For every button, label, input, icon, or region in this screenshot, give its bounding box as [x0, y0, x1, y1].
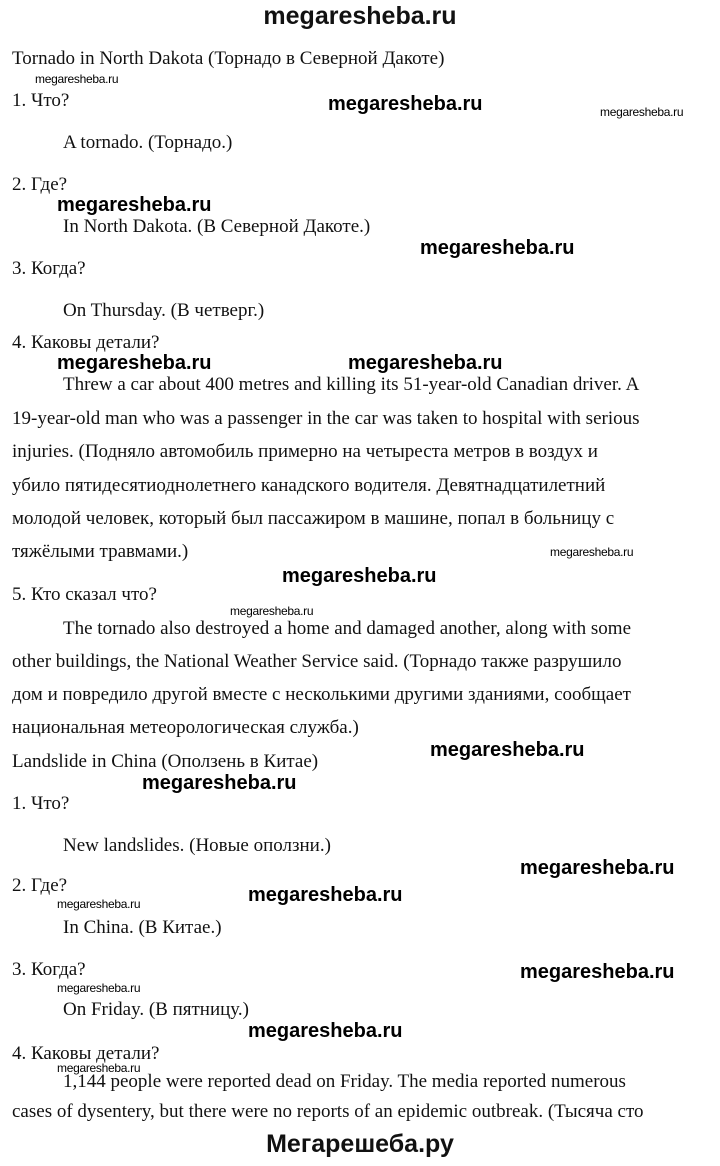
question: 1. Что? [12, 90, 70, 111]
watermark: megaresheba.ru [57, 1061, 141, 1075]
watermark: megaresheba.ru [420, 237, 575, 259]
watermark: megaresheba.ru [57, 981, 141, 995]
paragraph-line: молодой человек, который был пассажиром в машине, попал в больницу с [12, 508, 615, 529]
paragraph-line: 1,144 people were reported dead on Friday. The media reported numerous [63, 1071, 626, 1092]
paragraph-line: тяжёлыми травмами.) [12, 541, 189, 562]
section-title: Landslide in China (Оползень в Китае) [12, 751, 319, 772]
answer: On Friday. (В пятницу.) [63, 999, 249, 1020]
answer: New landslides. (Новые оползни.) [63, 835, 331, 856]
watermark: megaresheba.ru [348, 352, 503, 374]
question: 1. Что? [12, 793, 70, 814]
watermark: megaresheba.ru [35, 72, 119, 86]
answer: A tornado. (Торнадо.) [63, 132, 233, 153]
watermark: megaresheba.ru [328, 93, 483, 115]
paragraph-line: injuries. (Подняло автомобиль примерно на четыреста метров в воздух и [12, 441, 598, 462]
watermark: megaresheba.ru [142, 772, 297, 794]
question: 5. Кто сказал что? [12, 584, 157, 605]
paragraph-line: дом и повредило другой вместе с несколькими другими зданиями, сообщает [12, 684, 631, 705]
answer: In China. (В Китае.) [63, 917, 222, 938]
paragraph-line: other buildings, the National Weather Service said. (Торнадо также разрушило [12, 651, 622, 672]
watermark: megaresheba.ru [282, 565, 437, 587]
watermark: megaresheba.ru [57, 194, 212, 216]
question: 3. Когда? [12, 258, 86, 279]
question: 4. Каковы детали? [12, 1043, 160, 1064]
watermark: megaresheba.ru [550, 545, 634, 559]
watermark: megaresheba.ru [248, 1020, 403, 1042]
watermark: megaresheba.ru [430, 739, 585, 761]
paragraph-line: убило пятидесятиоднолетнего канадского водителя. Девятнадцатилетний [12, 475, 606, 496]
watermark: megaresheba.ru [57, 897, 141, 911]
paragraph-line: The tornado also destroyed a home and damaged another, along with some [63, 618, 632, 639]
site-footer: Мегарешеба.ру [266, 1130, 454, 1158]
watermark: megaresheba.ru [230, 604, 314, 618]
question: 4. Каковы детали? [12, 332, 160, 353]
answer: On Thursday. (В четверг.) [63, 300, 265, 321]
paragraph-line: 19-year-old man who was a passenger in the car was taken to hospital with serious [12, 408, 640, 429]
site-header: megaresheba.ru [263, 2, 457, 30]
question: 3. Когда? [12, 959, 86, 980]
paragraph-line: национальная метеорологическая служба.) [12, 717, 359, 738]
watermark: megaresheba.ru [600, 105, 684, 119]
watermark: megaresheba.ru [520, 961, 675, 983]
section-title: Tornado in North Dakota (Торнадо в Северной Дакоте) [12, 48, 445, 69]
question: 2. Где? [12, 875, 68, 896]
watermark: megaresheba.ru [520, 857, 675, 879]
paragraph-line: cases of dysentery, but there were no reports of an epidemic outbreak. (Тысяча сто [12, 1101, 644, 1122]
answer: In North Dakota. (В Северной Дакоте.) [63, 216, 371, 237]
question: 2. Где? [12, 174, 68, 195]
watermark: megaresheba.ru [57, 352, 212, 374]
paragraph-line: Threw a car about 400 metres and killing its 51-year-old Canadian driver. A [63, 374, 640, 395]
watermark: megaresheba.ru [248, 884, 403, 906]
